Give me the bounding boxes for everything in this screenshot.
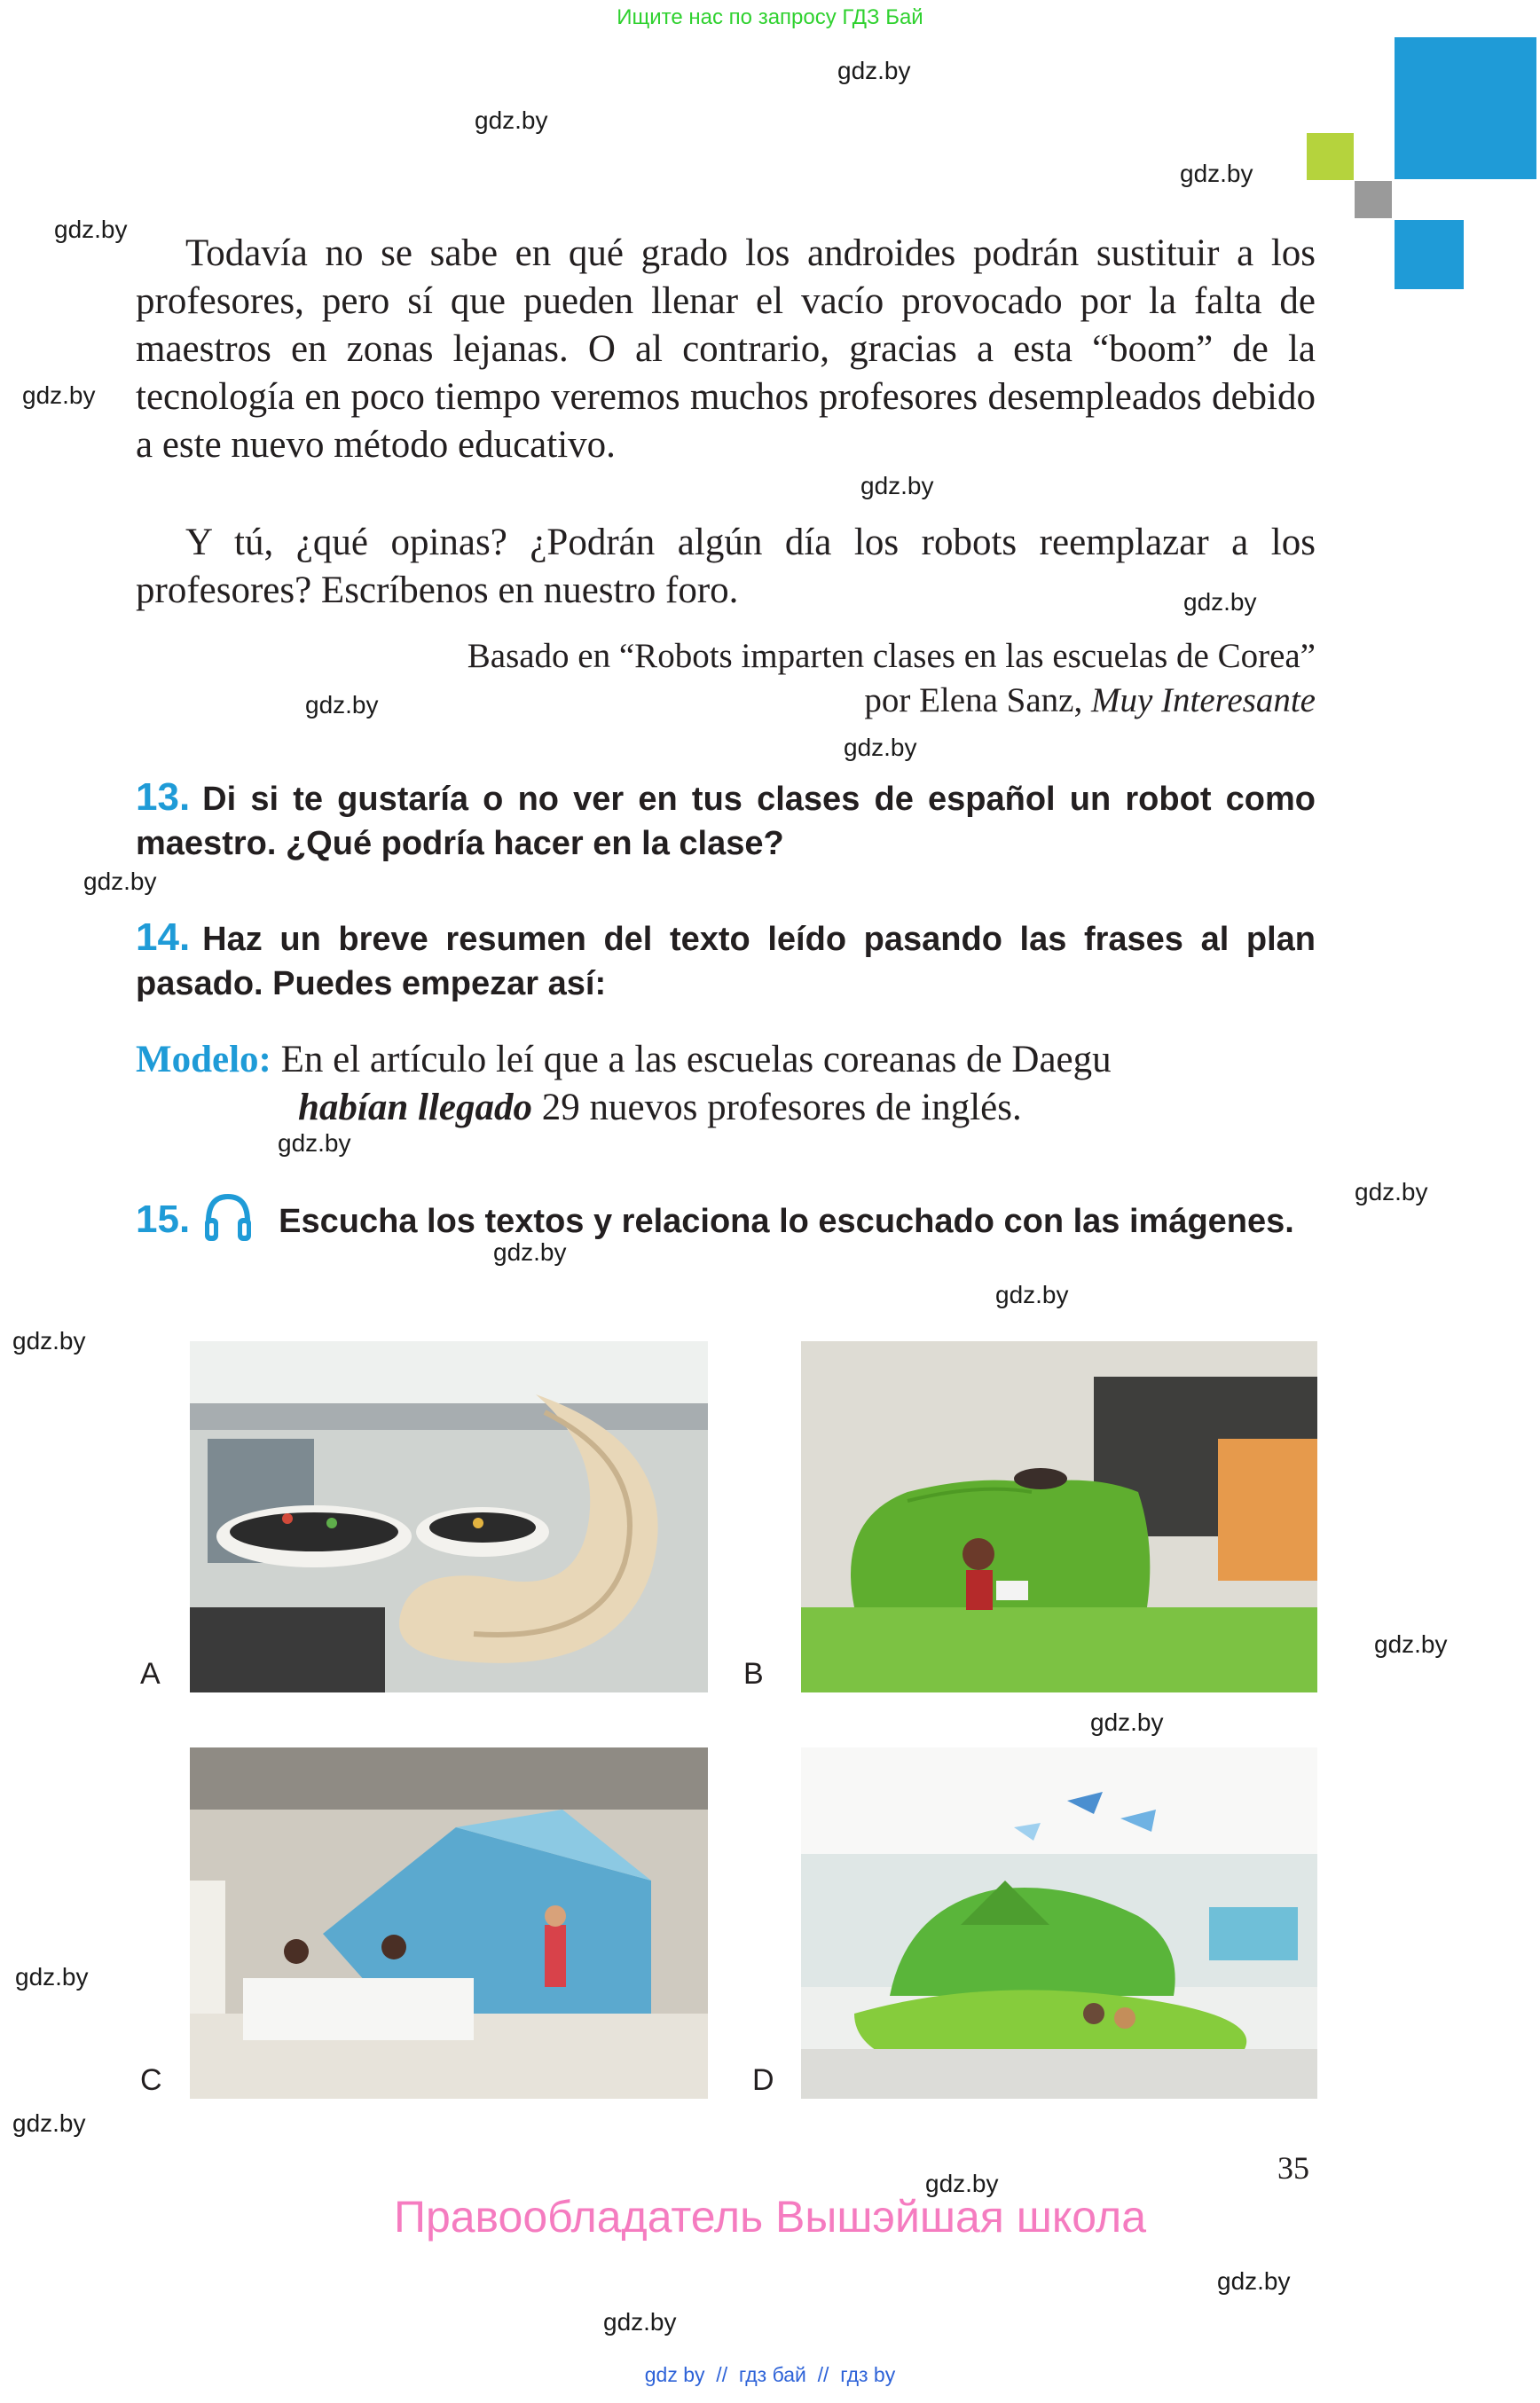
blue-square-small xyxy=(1395,220,1464,289)
rights-holder: Правообладатель Вышэйшая школа xyxy=(394,2192,1146,2242)
watermark: gdz.by xyxy=(12,1327,86,1355)
watermark: gdz.by xyxy=(925,2170,999,2197)
model-line-2: 29 nuevos profesores de inglés. xyxy=(532,1087,1022,1128)
watermark: gdz.by xyxy=(844,734,917,761)
exercise-number: 14. xyxy=(136,915,191,959)
page-number: 35 xyxy=(1277,2150,1309,2186)
photo-d-letter: D xyxy=(752,2063,774,2097)
source-line-1: Basado en “Robots imparten clases en las escuelas de Corea” xyxy=(467,637,1316,675)
exercise-15 xyxy=(136,1191,1316,1245)
watermark: gdz.by xyxy=(1355,1178,1428,1205)
exercise-14 xyxy=(136,915,1316,1006)
photo-c-letter: C xyxy=(140,2063,162,2097)
headphones-icon[interactable] xyxy=(202,1191,254,1245)
watermark: gdz.by xyxy=(22,381,96,409)
model-emphasis: habían llegado xyxy=(298,1087,533,1128)
model-line-1: En el artículo leí que a las escuelas coreanas de Daegu xyxy=(280,1039,1112,1080)
watermark: gdz.by xyxy=(278,1129,351,1157)
footer-links[interactable]: gdz by // гдз бай // гдз by xyxy=(644,2363,896,2386)
watermark: gdz.by xyxy=(995,1281,1069,1308)
watermark: gdz.by xyxy=(493,1238,567,1266)
watermark: gdz.by xyxy=(1180,160,1253,187)
watermark: gdz.by xyxy=(1217,2267,1291,2295)
blue-square-large xyxy=(1395,37,1536,179)
watermark: gdz.by xyxy=(305,691,379,719)
search-hint[interactable]: Ищите нас по запросу ГДЗ Бай xyxy=(617,5,923,29)
exercise-13 xyxy=(136,775,1316,866)
watermark: gdz.by xyxy=(860,472,934,499)
photo-c-blue-ramp-classroom xyxy=(190,1747,708,2099)
photo-a-spiral-staircase xyxy=(190,1341,708,1692)
source-line-2: por Elena Sanz, Muy Interesante xyxy=(864,681,1316,719)
watermark: gdz.by xyxy=(603,2308,677,2336)
exercise-number: 15. xyxy=(136,1198,191,1241)
watermark: gdz.by xyxy=(1374,1630,1448,1658)
watermark: gdz.by xyxy=(15,1963,89,1991)
photo-d-green-hill-playroom xyxy=(801,1747,1317,2099)
exercise-text: Escucha los textos y relaciona lo escuchado con las imágenes. xyxy=(279,1203,1294,1240)
photo-b-green-lounge xyxy=(801,1341,1317,1692)
magazine-title: Muy Interesante xyxy=(1090,681,1316,719)
article-source xyxy=(266,634,1316,723)
watermark: gdz.by xyxy=(1183,588,1257,616)
photo-b-letter: B xyxy=(743,1657,764,1691)
watermark: gdz.by xyxy=(83,868,157,895)
watermark: gdz.by xyxy=(12,2109,86,2137)
watermark: gdz.by xyxy=(475,106,548,134)
model-label: Modelo: xyxy=(136,1039,271,1080)
article-paragraph-2: Y tú, ¿qué opinas? ¿Podrán algún día los robots reemplazar a los profesores? Escríbenos en nuestro foro. xyxy=(136,522,1316,611)
exercise-number: 13. xyxy=(136,775,191,819)
exercise-text: Haz un breve resumen del texto leído pasando las frases al plan pasado. Puedes empezar así: xyxy=(136,921,1316,1002)
watermark: gdz.by xyxy=(54,216,128,243)
watermark: gdz.by xyxy=(837,57,911,84)
watermark: gdz.by xyxy=(1090,1708,1164,1736)
gray-square xyxy=(1355,181,1392,218)
photo-a-letter: A xyxy=(140,1657,161,1691)
exercise-text: Di si te gustaría o no ver en tus clases de español un robot como maestro. ¿Qué podría hacer en la clase? xyxy=(136,781,1316,862)
model-example xyxy=(136,1036,1316,1132)
green-square xyxy=(1307,133,1354,180)
article-paragraph-1: Todavía no se sabe en qué grado los androides podrán sustituir a los profesores, pero sí que pueden llenar el vacío provocado por la falta de maestros en zonas lejanas. O al contrario, gracias a esta “boom” de la tecnología en poco tiempo veremos muchos profesores desempleados debido a este nuevo método educativo. xyxy=(136,232,1316,466)
